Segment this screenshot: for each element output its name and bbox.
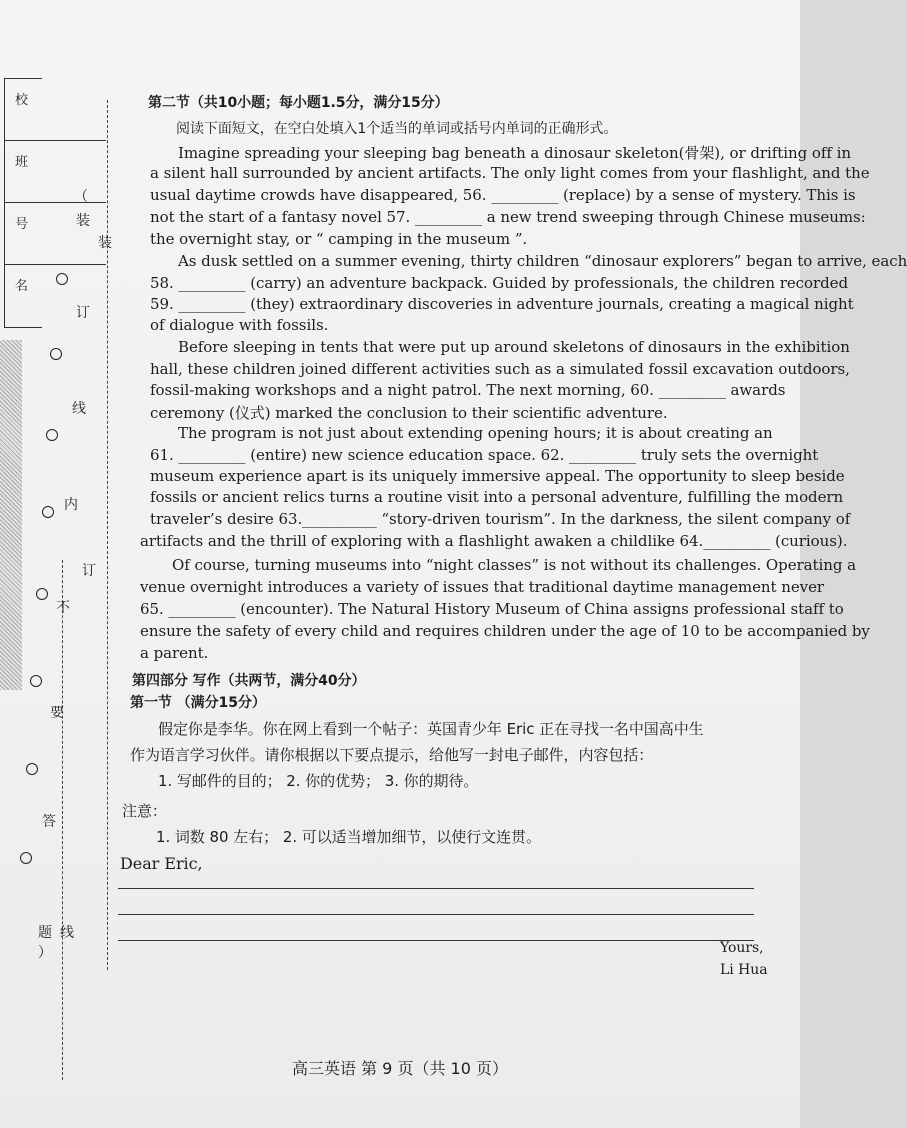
binding-circle (20, 852, 32, 864)
binding-circle (36, 588, 48, 600)
passage-line: As dusk settled on a summer evening, thirty children “dinosaur explorers” began to arrive, each (178, 252, 907, 270)
binding-cut-line-left (62, 560, 63, 1080)
writing-points: 1. 写邮件的目的； 2. 你的优势； 3. 你的期待。 (158, 772, 479, 790)
passage-line: 58. _________ (carry) an adventure backpack. Guided by professionals, the children recorded (150, 274, 849, 292)
binding-char: 内 (64, 497, 78, 513)
answer-line[interactable] (118, 940, 754, 941)
passage-line: ensure the safety of every child and requires children under the age of 10 to be accompanied by (140, 622, 870, 640)
answer-line[interactable] (118, 914, 754, 915)
writing-prompt-line: 作为语言学习伙伴。请你根据以下要点提示，给他写一封电子邮件，内容包括： (130, 746, 654, 764)
binding-char: 线 (72, 401, 86, 417)
passage-line: traveler’s desire 63.__________ “story-driven tourism”. In the darkness, the silent company of (150, 510, 851, 528)
passage-line: The program is not just about extending opening hours; it is about creating an (178, 424, 773, 442)
passage-line: of dialogue with fossils. (150, 316, 329, 334)
binding-circle (26, 763, 38, 775)
school-label: 校 (15, 93, 29, 108)
info-cell-class (5, 141, 42, 203)
passage-line: fossil-making workshops and a night patrol. The next morning, 60. _________ awards (150, 381, 786, 399)
binding-char: 要 (50, 705, 64, 721)
binding-char: 不 (56, 600, 70, 616)
binding-circle (42, 506, 54, 518)
binding-paren-open: （ (74, 189, 88, 205)
passage-line: the overnight stay, or “ camping in the museum ”. (150, 230, 528, 248)
binding-char: 订 (82, 563, 96, 579)
passage-line: a parent. (140, 644, 209, 662)
passage-line: 65. _________ (encounter). The Natural History Museum of China assigns professional staff to (140, 600, 844, 618)
passage-line: artifacts and the thrill of exploring with a flashlight awaken a childlike 64._________ (curious). (140, 532, 848, 550)
salutation: Dear Eric, (120, 854, 203, 873)
passage-line: venue overnight introduces a variety of issues that traditional daytime management never (140, 578, 825, 596)
passage-line: fossils or ancient relics turns a routine visit into a personal adventure, fulfilling the modern (150, 488, 844, 506)
passage-line: 59. _________ (they) extraordinary discoveries in adventure journals, creating a magical night (150, 295, 854, 313)
passage-line: usual daytime crowds have disappeared, 56. _________ (replace) by a sense of mystery. This is (150, 186, 856, 204)
binding-char: 线 (60, 925, 74, 941)
writing-prompt-line: 假定你是李华。你在网上看到一个帖子：英国青少年 Eric 正在寻找一名中国高中生 (158, 720, 704, 738)
number-label: 号 (15, 217, 29, 232)
class-label: 班 (15, 155, 29, 170)
notes-label: 注意： (122, 802, 167, 820)
passage-line: museum experience apart is its uniquely immersive appeal. The opportunity to sleep beside (150, 467, 845, 485)
passage-line: 61. _________ (entire) new science education space. 62. _________ truly sets the overnight (150, 446, 819, 464)
info-line (42, 140, 106, 141)
part4-sub-heading: 第一节 （满分15分） (130, 695, 266, 711)
passage-line: ceremony (仪式) marked the conclusion to their scientific adventure. (150, 404, 668, 422)
closing: Yours, (720, 940, 764, 956)
binding-circle (50, 348, 62, 360)
binding-texture (0, 340, 22, 690)
passage-line: Imagine spreading your sleeping bag beneath a dinosaur skeleton(骨架), or drifting off in (178, 144, 851, 162)
binding-char: 订 (76, 305, 90, 321)
student-info-table (4, 78, 42, 328)
binding-circle (56, 273, 68, 285)
answer-line[interactable] (118, 888, 754, 889)
info-cell-name (5, 265, 42, 327)
signature: Li Hua (720, 962, 768, 978)
page-footer: 高三英语 第 9 页（共 10 页） (292, 1059, 508, 1078)
name-label: 名 (15, 279, 29, 294)
binding-circle (46, 429, 58, 441)
binding-char: 装 (76, 213, 90, 229)
section2-instruction: 阅读下面短文，在空白处填入1个适当的单词或括号内单词的正确形式。 (176, 121, 618, 137)
passage-line: Of course, turning museums into “night classes” is not without its challenges. Operating a (172, 556, 857, 574)
binding-char: 答 (42, 814, 56, 830)
binding-char: 装 (98, 235, 112, 251)
info-cell-school (5, 79, 42, 141)
binding-circle (30, 675, 42, 687)
passage-line: hall, these children joined different activities such as a simulated fossil excavation outdoors, (150, 360, 850, 378)
binding-char: 题 (38, 925, 52, 941)
section2-heading: 第二节（共10小题；每小题1.5分，满分15分） (148, 95, 449, 111)
binding-cut-line-right (107, 100, 108, 970)
binding-paren-close: ） (38, 945, 52, 961)
passage-line: Before sleeping in tents that were put up around skeletons of dinosaurs in the exhibition (178, 338, 850, 356)
part4-heading: 第四部分 写作（共两节，满分40分） (132, 673, 366, 689)
info-line (42, 264, 106, 265)
notes-line: 1. 词数 80 左右； 2. 可以适当增加细节，以使行文连贯。 (156, 828, 541, 846)
passage-line: not the start of a fantasy novel 57. _________ a new trend sweeping through Chinese museums: (150, 208, 866, 226)
passage-line: a silent hall surrounded by ancient artifacts. The only light comes from your flashlight, and the (150, 164, 870, 182)
info-cell-number (5, 203, 42, 265)
